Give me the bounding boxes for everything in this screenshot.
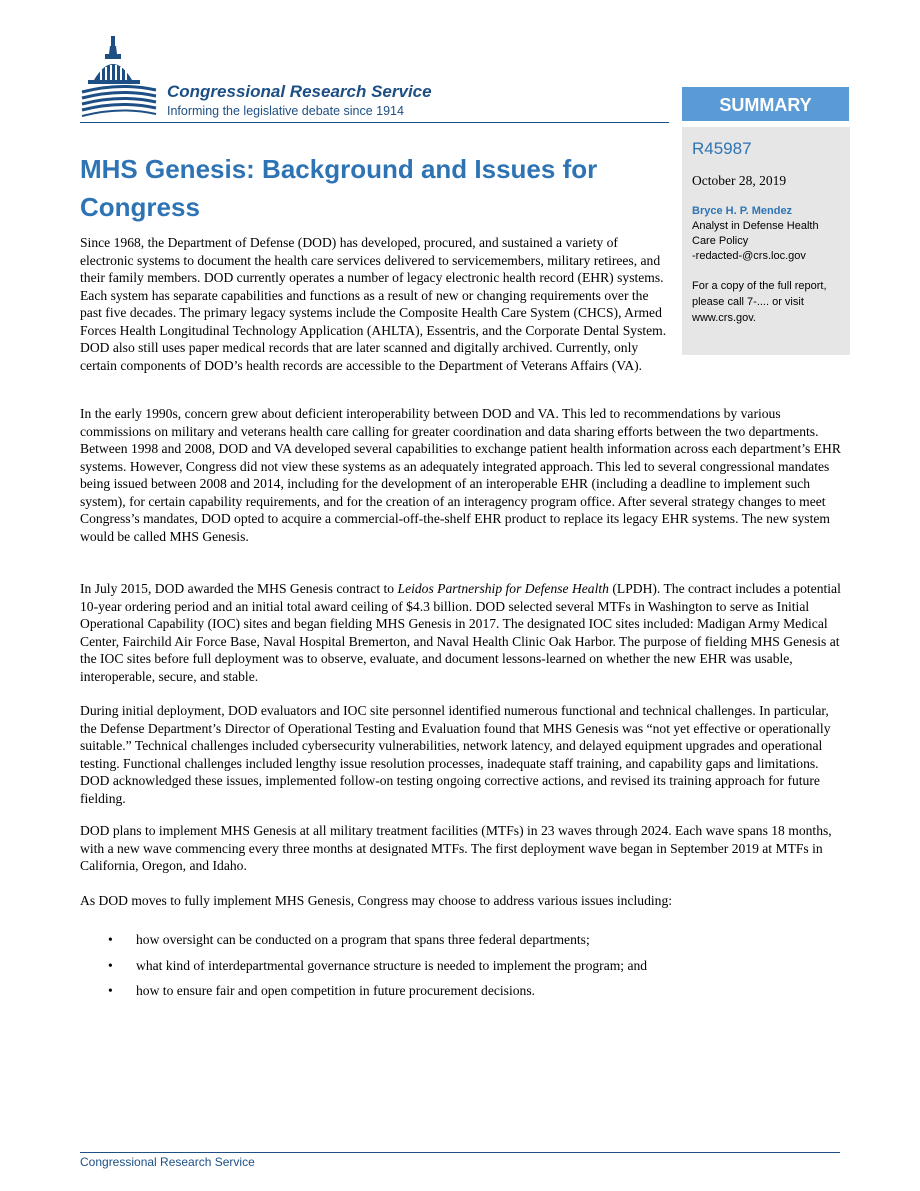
bullet-icon: •	[108, 983, 113, 998]
list-item	[80, 931, 842, 949]
paragraph: As DOD moves to fully implement MHS Genesis, Congress may choose to address various issues including:	[80, 893, 673, 908]
paragraph: DOD plans to implement MHS Genesis at all military treatment facilities (MTFs) in 23 waves through 2024. Each wave spans 18 months, with a new wave commencing every three months at designated MTFs. The first deployment wave began in September 2019 at MTFs in California, Oregon, and Idaho.	[80, 823, 832, 873]
list-item-text: how oversight can be conducted on a program that spans three federal departments;	[136, 932, 590, 947]
author-title-line: Analyst in Defense Health	[692, 220, 819, 232]
footer-label: Congressional Research Service	[80, 1155, 255, 1169]
report-number: R45987	[692, 139, 752, 158]
issues-list	[80, 931, 842, 1008]
author-title	[692, 219, 842, 264]
copy-note-link[interactable]: www.crs.gov.	[692, 312, 756, 324]
document-title: MHS Genesis: Background and Issues for Congress	[80, 154, 598, 222]
copy-note	[692, 278, 842, 326]
summary-label: SUMMARY	[682, 87, 849, 121]
list-item-text: what kind of interdepartmental governance structure is needed to implement the program; and	[136, 957, 648, 973]
paragraph: Since 1968, the Department of Defense (DOD) has developed, procured, and sustained a variety of electronic systems to document the health care services delivered to servicemembers, military retirees, and their family members. DOD currently operates a number of legacy electronic health record (EHR) systems. Each system has separate capabilities and functions as a result of new or changing requirements over the past five decades. The primary legacy systems include the Composite Health Care System (CHCS), Armed Forces Health Longitudinal Technology Application (AHLTA), Essentris, and the Corporate Dental System. DOD also still uses paper medical records that are later scanned and digitally archived. Currently, only certain components of DOD’s health records are accessible to the Department of Veterans Affairs (VA).	[80, 235, 667, 373]
list-item	[80, 982, 842, 1000]
copy-note-line: For a copy of the full report,	[692, 280, 827, 292]
author-email: -redacted-@crs.loc.gov	[692, 250, 806, 262]
capitol-dome-icon	[80, 34, 162, 122]
footer-divider	[80, 1152, 840, 1153]
summary-sidebar	[682, 127, 850, 355]
paragraph	[80, 580, 842, 685]
org-name: Congressional Research Service	[167, 82, 432, 101]
author-title-line: Care Policy	[692, 235, 749, 247]
report-date: October 28, 2019	[692, 173, 787, 188]
paragraph-text: (LPDH). The contract includes a potential 10-year ordering period and an initial total award ceiling of $4.3 billion. DOD selected several MTFs in Washington to serve as Initial Operational Capability (IOC) sites and began fielding MHS Genesis in 2017. The designated IOC sites included: Madigan Army Medical Center, Fairchild Air Force Base, Naval Hospital Bremerton, and Naval Health Clinic Oak Harbor. The purpose of fielding MHS Genesis at the IOC sites before full deployment was to observe, evaluate, and document lessons-learned on whether the new EHR was usable, interoperable, secure, and stable.	[80, 581, 841, 684]
paragraph-text: In July 2015, DOD awarded the MHS Genesis contract to	[80, 581, 398, 596]
crs-logo	[80, 34, 480, 124]
copy-note-line: please call 7-.... or visit	[692, 296, 804, 308]
org-tagline: Informing the legislative debate since 1914	[167, 104, 404, 118]
contractor-name: Leidos Partnership for Defense Health	[397, 581, 609, 596]
author-name: Bryce H. P. Mendez	[692, 205, 793, 217]
list-item-text: how to ensure fair and open competition in future procurement decisions.	[136, 983, 536, 998]
bullet-icon: •	[108, 932, 113, 947]
paragraph: In the early 1990s, concern grew about deficient interoperability between DOD and VA. This led to recommendations by various commissions on military and veterans health care calling for greater coordination and data sharing efforts between the two departments. Between 1998 and 2008, DOD and VA developed several capabilities to exchange patient health information across each department’s EHR systems. However, Congress did not view these systems as an adequately integrated approach. This led to several congressional mandates being issued between 2008 and 2014, including for the development of an interoperable EHR (including a deadline to implement such system), for certain capability requirements, and for the creation of an interagency program office. After several strategy changes to meet Congress’s mandates, DOD opted to acquire a commercial-off-the-shelf EHR product to replace its legacy EHR systems. The new system would be called MHS Genesis.	[80, 406, 841, 544]
list-item	[80, 957, 842, 975]
paragraph: During initial deployment, DOD evaluators and IOC site personnel identified numerous functional and technical challenges. In particular, the Defense Department’s Director of Operational Testing and Evaluation found that MHS Genesis was “not yet effective or operationally suitable.” Technical challenges included cybersecurity vulnerabilities, network latency, and delayed equipment upgrades and operational testing. Functional challenges included lengthy issue resolution processes, inadequate staff training, and capability gaps and limitations. DOD acknowledged these issues, implemented follow-on testing ongoing corrective actions, and revised its training approach for future fielding.	[80, 703, 831, 806]
bullet-icon: •	[108, 957, 113, 973]
header-divider	[80, 122, 669, 123]
